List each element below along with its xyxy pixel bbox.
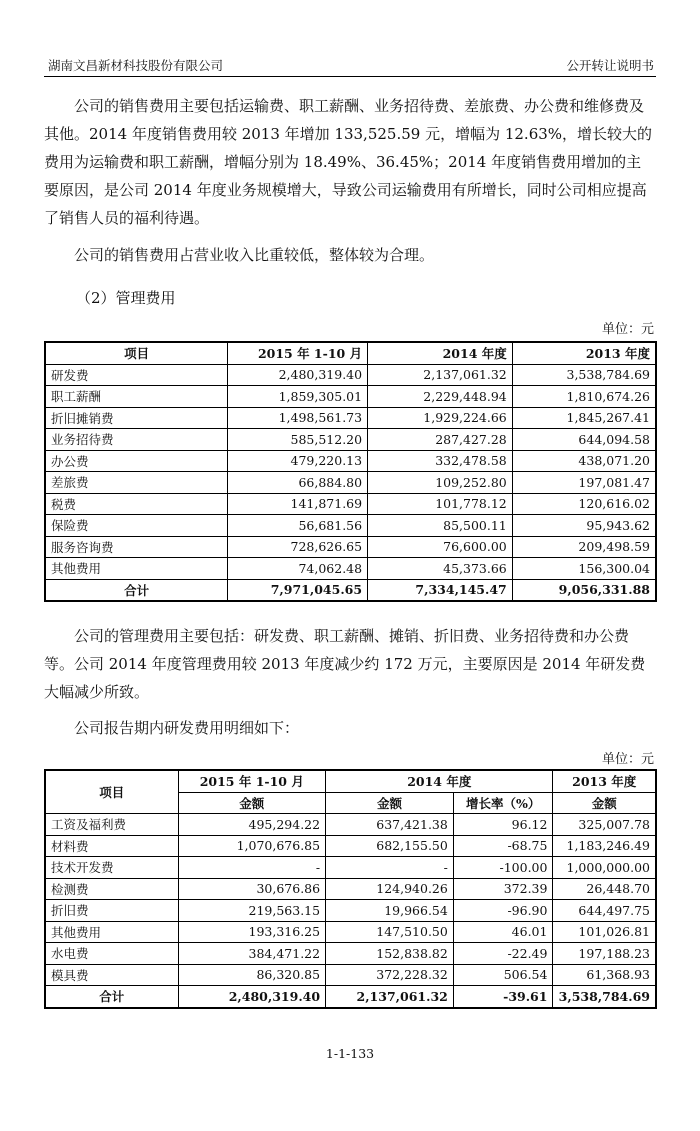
table-cell: 197,188.23: [553, 943, 656, 965]
table-row: [45, 450, 656, 472]
table-cell: 45,373.66: [368, 558, 513, 580]
table-cell: 193,316.25: [178, 921, 326, 943]
table-total-row: [45, 579, 656, 601]
table-cell: -22.49: [453, 943, 553, 965]
table-cell: 1,498,561.73: [228, 407, 368, 429]
table-cell: 197,081.47: [512, 472, 656, 494]
table-header-row: [45, 342, 656, 364]
table-cell: 3,538,784.69: [512, 364, 656, 386]
row-label: 折旧费: [45, 900, 178, 922]
rd-expense-table: [44, 769, 657, 1009]
table-cell: 1,070,676.85: [178, 835, 326, 857]
table-cell: 438,071.20: [512, 450, 656, 472]
column-header: 2015 年 1-10 月: [228, 342, 368, 364]
paragraph-text: 公司的销售费用主要包括运输费、职工薪酬、业务招待费、差旅费、办公费和维修费及其他。2014 年度销售费用较 2013 年增加 133,525.59 元，增幅为 12.63%，增长较大的费用为运输费和职工薪酬，增幅分别为 18.49%、36.45%；2014 年度销售费用增加的主要原因，是公司 2014 年度业务规模增大，导致公司运输费用有所增长，同时公司相应提高了销售人员的福利待遇。: [44, 97, 653, 227]
row-label: 业务招待费: [45, 429, 228, 451]
paragraph-text: 公司报告期内研发费用明细如下：: [74, 719, 300, 737]
table-cell: 372,228.32: [326, 964, 454, 986]
table-cell: 96.12: [453, 814, 553, 836]
row-label: 折旧摊销费: [45, 407, 228, 429]
table-row: [45, 835, 656, 857]
table-cell: 644,497.75: [553, 900, 656, 922]
table-cell: 495,294.22: [178, 814, 326, 836]
unit-label: 单位：元: [601, 752, 654, 767]
table-cell: 61,368.93: [553, 964, 656, 986]
table-row: [45, 536, 656, 558]
column-group-header: 2013 年度: [553, 770, 656, 792]
table-cell: 124,940.26: [326, 878, 454, 900]
table-cell: 325,007.78: [553, 814, 656, 836]
table-cell: 95,943.62: [512, 515, 656, 537]
table-row: [45, 921, 656, 943]
table-cell: 26,448.70: [553, 878, 656, 900]
table-cell: 66,884.80: [228, 472, 368, 494]
table-cell: 219,563.15: [178, 900, 326, 922]
document-title: 公开转让说明书: [566, 58, 654, 73]
table-cell: -68.75: [453, 835, 553, 857]
table-cell: 109,252.80: [368, 472, 513, 494]
table-cell: 585,512.20: [228, 429, 368, 451]
table-row: [45, 515, 656, 537]
table-cell: 1,183,246.49: [553, 835, 656, 857]
table-cell: 1,859,305.01: [228, 386, 368, 408]
table-header-row: [45, 770, 656, 792]
paragraph-text: 公司的管理费用主要包括：研发费、职工薪酬、摊销、折旧费、业务招待费和办公费等。公司 2014 年度管理费用较 2013 年度减少约 172 万元，主要原因是 2014 年研发费大幅减少所致。: [44, 627, 646, 701]
total-label: 合计: [45, 986, 178, 1008]
table-cell: 56,681.56: [228, 515, 368, 537]
section-subheading: （2）管理费用: [76, 289, 176, 307]
table-cell: 644,094.58: [512, 429, 656, 451]
column-subheader: 金额: [553, 792, 656, 814]
table-cell: 332,478.58: [368, 450, 513, 472]
table-cell: 101,026.81: [553, 921, 656, 943]
table-cell: 101,778.12: [368, 493, 513, 515]
company-name: 湖南文昌新材科技股份有限公司: [48, 58, 224, 73]
row-label: 税费: [45, 493, 228, 515]
column-subheader: 金额: [326, 792, 454, 814]
unit-label: 单位：元: [601, 322, 654, 337]
table-cell: 2,137,061.32: [368, 364, 513, 386]
table-row: [45, 407, 656, 429]
column-group-header: 2014 年度: [326, 770, 553, 792]
table-cell: 384,471.22: [178, 943, 326, 965]
page-header: [44, 52, 656, 77]
table-cell: 637,421.38: [326, 814, 454, 836]
table-row: [45, 364, 656, 386]
row-label: 技术开发费: [45, 857, 178, 879]
table-cell: 156,300.04: [512, 558, 656, 580]
page-number: 1-1-133: [325, 1046, 375, 1061]
row-label: 其他费用: [45, 558, 228, 580]
table-cell: 372.39: [453, 878, 553, 900]
table-row: [45, 472, 656, 494]
column-subheader: 金额: [178, 792, 326, 814]
total-cell: 2,480,319.40: [178, 986, 326, 1008]
total-cell: 9,056,331.88: [512, 579, 656, 601]
paragraph-sales-ratio: [44, 241, 656, 269]
table-cell: 682,155.50: [326, 835, 454, 857]
total-label: 合计: [45, 579, 228, 601]
table-cell: 506.54: [453, 964, 553, 986]
table-cell: 479,220.13: [228, 450, 368, 472]
row-label: 服务咨询费: [45, 536, 228, 558]
table-row: [45, 878, 656, 900]
table-cell: 2,480,319.40: [228, 364, 368, 386]
table-cell: -96.90: [453, 900, 553, 922]
table-cell: 209,498.59: [512, 536, 656, 558]
table-cell: 1,845,267.41: [512, 407, 656, 429]
table-row: [45, 814, 656, 836]
row-label: 保险费: [45, 515, 228, 537]
row-label: 研发费: [45, 364, 228, 386]
row-label: 模具费: [45, 964, 178, 986]
total-cell: 2,137,061.32: [326, 986, 454, 1008]
row-label: 差旅费: [45, 472, 228, 494]
row-label: 材料费: [45, 835, 178, 857]
total-cell: 7,334,145.47: [368, 579, 513, 601]
table-row: [45, 386, 656, 408]
column-header: 2014 年度: [368, 342, 513, 364]
table-cell: -: [178, 857, 326, 879]
table-cell: 1,929,224.66: [368, 407, 513, 429]
table-cell: 2,229,448.94: [368, 386, 513, 408]
table-cell: 1,810,674.26: [512, 386, 656, 408]
table-cell: 1,000,000.00: [553, 857, 656, 879]
table-cell: 120,616.02: [512, 493, 656, 515]
paragraph-sales-expense: [44, 92, 656, 232]
table-cell: 76,600.00: [368, 536, 513, 558]
table-row: [45, 857, 656, 879]
row-label: 其他费用: [45, 921, 178, 943]
column-header: 项目: [45, 770, 178, 814]
total-cell: 3,538,784.69: [553, 986, 656, 1008]
table-cell: 74,062.48: [228, 558, 368, 580]
table-cell: 141,871.69: [228, 493, 368, 515]
table-cell: 147,510.50: [326, 921, 454, 943]
column-subheader: 增长率（%）: [453, 792, 553, 814]
column-header: 2013 年度: [512, 342, 656, 364]
table-row: [45, 964, 656, 986]
table-cell: 287,427.28: [368, 429, 513, 451]
row-label: 工资及福利费: [45, 814, 178, 836]
table-cell: 152,838.82: [326, 943, 454, 965]
table-total-row: [45, 986, 656, 1008]
table-row: [45, 558, 656, 580]
row-label: 水电费: [45, 943, 178, 965]
table-cell: 85,500.11: [368, 515, 513, 537]
paragraph-text: 公司的销售费用占营业收入比重较低，整体较为合理。: [74, 246, 435, 264]
column-header: 项目: [45, 342, 228, 364]
column-group-header: 2015 年 1-10 月: [178, 770, 326, 792]
total-cell: 7,971,045.65: [228, 579, 368, 601]
table-row: [45, 900, 656, 922]
table-cell: -100.00: [453, 857, 553, 879]
paragraph-rd-intro: [44, 714, 656, 742]
table-cell: 30,676.86: [178, 878, 326, 900]
management-expense-table: [44, 341, 657, 602]
paragraph-management-expense: [44, 622, 656, 706]
total-cell: -39.61: [453, 986, 553, 1008]
row-label: 检测费: [45, 878, 178, 900]
table-row: [45, 429, 656, 451]
table-cell: -: [326, 857, 454, 879]
table-row: [45, 943, 656, 965]
table-cell: 46.01: [453, 921, 553, 943]
row-label: 职工薪酬: [45, 386, 228, 408]
table-cell: 86,320.85: [178, 964, 326, 986]
table-cell: 19,966.54: [326, 900, 454, 922]
row-label: 办公费: [45, 450, 228, 472]
table-row: [45, 493, 656, 515]
table-cell: 728,626.65: [228, 536, 368, 558]
